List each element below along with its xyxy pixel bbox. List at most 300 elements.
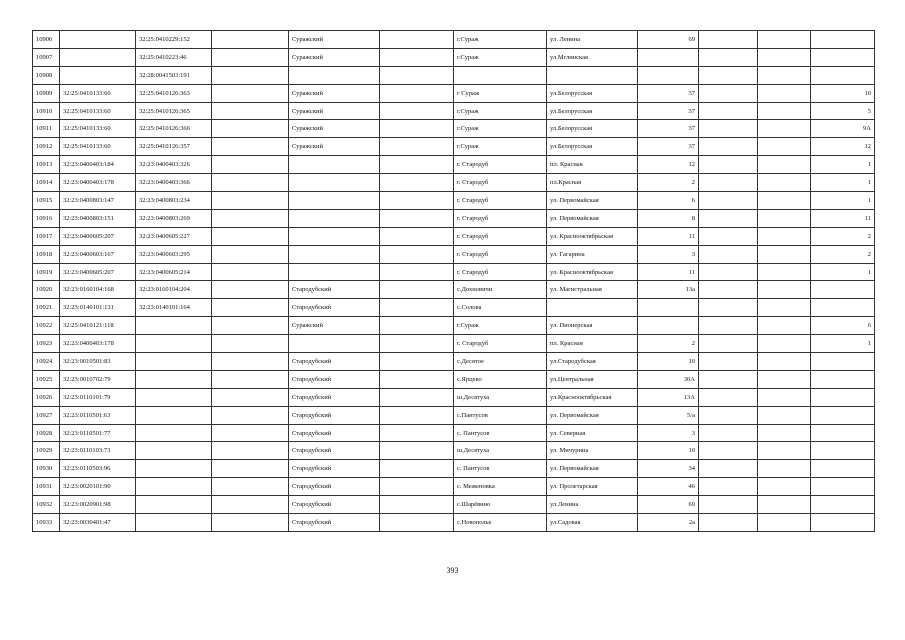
blank-cell-10 [699,353,758,371]
parent-cadastral-number-cell: 32:23:0400803:151 [60,209,136,227]
house-number-cell: 3 [638,424,699,442]
parent-cadastral-number-cell [60,48,136,66]
district-cell: Суражский [289,102,380,120]
blank-cell-4 [212,406,289,424]
blank-cell-6 [380,460,454,478]
settlement-cell: с.Новополье [454,514,547,532]
street-cell [547,299,638,317]
record-number-cell: 10928 [33,424,60,442]
blank-cell-4 [212,120,289,138]
street-cell: ул.Белорусская [547,120,638,138]
record-number-cell: 10909 [33,84,60,102]
blank-cell-11 [758,514,811,532]
cadastral-number-cell [136,478,212,496]
street-cell: ул. Ленина [547,31,638,49]
house-number-cell [638,317,699,335]
blank-cell-4 [212,317,289,335]
record-number-cell: 10931 [33,478,60,496]
blank-cell-4 [212,370,289,388]
blank-cell-4 [212,209,289,227]
parent-cadastral-number-cell: 32:23:0110103:73 [60,442,136,460]
cadastral-number-cell: 32:25:0410126:365 [136,102,212,120]
blank-cell-11 [758,281,811,299]
blank-cell-10 [699,388,758,406]
blank-cell-10 [699,460,758,478]
apartment-number-cell: 6 [811,317,875,335]
district-cell [289,335,380,353]
blank-cell-10 [699,281,758,299]
cadastral-number-cell [136,496,212,514]
house-number-cell: 5/а [638,406,699,424]
street-cell: ул. Первомайская [547,209,638,227]
apartment-number-cell [811,48,875,66]
cadastral-number-cell [136,406,212,424]
blank-cell-10 [699,156,758,174]
apartment-number-cell [811,370,875,388]
blank-cell-11 [758,335,811,353]
table-row [33,370,875,388]
blank-cell-6 [380,370,454,388]
cadastral-number-cell [136,442,212,460]
house-number-cell: 2 [638,174,699,192]
record-number-cell: 10925 [33,370,60,388]
house-number-cell: 69 [638,31,699,49]
district-cell: Суражский [289,48,380,66]
table-row [33,31,875,49]
cadastral-number-cell: 32:25:0410126:363 [136,84,212,102]
apartment-number-cell [811,353,875,371]
blank-cell-11 [758,478,811,496]
apartment-number-cell [811,424,875,442]
blank-cell-11 [758,353,811,371]
apartment-number-cell: 12 [811,138,875,156]
parent-cadastral-number-cell: 32:25:0410133:60 [60,102,136,120]
blank-cell-6 [380,209,454,227]
blank-cell-10 [699,102,758,120]
street-cell: ул.Садовая [547,514,638,532]
blank-cell-11 [758,66,811,84]
parent-cadastral-number-cell: 32:25:0410133:60 [60,120,136,138]
blank-cell-10 [699,120,758,138]
house-number-cell: 34 [638,460,699,478]
cadastral-number-cell [136,335,212,353]
parent-cadastral-number-cell: 32:25:0410121:118 [60,317,136,335]
apartment-number-cell [811,406,875,424]
table-row [33,299,875,317]
cadastral-number-cell [136,317,212,335]
table-row [33,388,875,406]
street-cell: ул. Гагарина [547,245,638,263]
blank-cell-6 [380,317,454,335]
settlement-cell: с. Пантусов [454,424,547,442]
apartment-number-cell [811,478,875,496]
district-cell: Стародубский [289,460,380,478]
record-number-cell: 10933 [33,514,60,532]
blank-cell-4 [212,478,289,496]
street-cell: ул. Пролетарская [547,478,638,496]
record-number-cell: 10920 [33,281,60,299]
blank-cell-11 [758,156,811,174]
blank-cell-6 [380,138,454,156]
cadastral-number-cell: 32:25:0410126:366 [136,120,212,138]
blank-cell-6 [380,227,454,245]
house-number-cell: 37 [638,84,699,102]
district-cell [289,174,380,192]
district-cell: Стародубский [289,406,380,424]
street-cell: пл. Красная [547,156,638,174]
blank-cell-4 [212,424,289,442]
apartment-number-cell: 5 [811,102,875,120]
blank-cell-6 [380,66,454,84]
blank-cell-6 [380,496,454,514]
parent-cadastral-number-cell: 32:23:0400403:184 [60,156,136,174]
settlement-cell: г.Сураж [454,317,547,335]
street-cell: пл. Красная [547,335,638,353]
cadastral-number-cell: 32:25:0410229:152 [136,31,212,49]
house-number-cell: 10 [638,353,699,371]
parent-cadastral-number-cell: 32:23:0400403:178 [60,335,136,353]
settlement-cell: г.Сураж [454,120,547,138]
parent-cadastral-number-cell: 32:25:0410133:60 [60,138,136,156]
settlement-cell: с.Десятое [454,353,547,371]
record-number-cell: 10923 [33,335,60,353]
apartment-number-cell [811,496,875,514]
blank-cell-6 [380,174,454,192]
house-number-cell: 2а [638,514,699,532]
blank-cell-6 [380,388,454,406]
street-cell: ул. Магистральная [547,281,638,299]
blank-cell-10 [699,299,758,317]
blank-cell-11 [758,317,811,335]
street-cell: ул.Краснооктябрьская [547,388,638,406]
settlement-cell: с. Пантусов [454,460,547,478]
blank-cell-4 [212,245,289,263]
house-number-cell: 3 [638,245,699,263]
table-row [33,478,875,496]
parent-cadastral-number-cell: 32:23:0140101:131 [60,299,136,317]
settlement-cell: с. Меженовка [454,478,547,496]
house-number-cell: 46 [638,478,699,496]
blank-cell-11 [758,406,811,424]
blank-cell-4 [212,281,289,299]
apartment-number-cell: 1 [811,192,875,210]
settlement-cell: г. Стародуб [454,156,547,174]
record-number-cell: 10918 [33,245,60,263]
blank-cell-4 [212,66,289,84]
parent-cadastral-number-cell: 32:23:0400803:147 [60,192,136,210]
table-row [33,174,875,192]
blank-cell-6 [380,299,454,317]
apartment-number-cell [811,299,875,317]
street-cell: ул. Первомайская [547,406,638,424]
apartment-number-cell: 9А [811,120,875,138]
parent-cadastral-number-cell: 32:23:0030401:47 [60,514,136,532]
street-cell: ул.Стародубская [547,353,638,371]
table-row [33,227,875,245]
blank-cell-10 [699,335,758,353]
table-row [33,317,875,335]
table-row [33,353,875,371]
blank-cell-6 [380,442,454,460]
blank-cell-6 [380,335,454,353]
parent-cadastral-number-cell: 32:23:0400605:207 [60,263,136,281]
blank-cell-11 [758,31,811,49]
table-row [33,406,875,424]
house-number-cell: 30А [638,370,699,388]
record-number-cell: 10932 [33,496,60,514]
blank-cell-4 [212,335,289,353]
cadastral-number-cell: 32:23:0400803:234 [136,192,212,210]
settlement-cell: г.Сураж [454,138,547,156]
parent-cadastral-number-cell: 32:23:0400403:178 [60,174,136,192]
blank-cell-6 [380,406,454,424]
parent-cadastral-number-cell: 32:25:0410133:60 [60,84,136,102]
record-number-cell: 10924 [33,353,60,371]
apartment-number-cell [811,442,875,460]
blank-cell-6 [380,120,454,138]
house-number-cell: 37 [638,120,699,138]
settlement-cell: ш.Десятуха [454,442,547,460]
settlement-cell: с.Ярцево [454,370,547,388]
blank-cell-6 [380,424,454,442]
district-cell [289,209,380,227]
record-number-cell: 10919 [33,263,60,281]
blank-cell-10 [699,138,758,156]
blank-cell-4 [212,138,289,156]
table-row [33,281,875,299]
blank-cell-11 [758,460,811,478]
blank-cell-4 [212,496,289,514]
cadastral-number-cell [136,424,212,442]
street-cell: ул. Мичурина [547,442,638,460]
settlement-cell: г.Сураж [454,48,547,66]
house-number-cell [638,66,699,84]
street-cell: ул.Центральная [547,370,638,388]
house-number-cell: 13а [638,281,699,299]
blank-cell-11 [758,442,811,460]
street-cell: ул. Краснооктябрьская [547,227,638,245]
parent-cadastral-number-cell: 32:23:0110503:96 [60,460,136,478]
blank-cell-10 [699,496,758,514]
blank-cell-6 [380,156,454,174]
cadastral-number-cell: 32:23:0400603:295 [136,245,212,263]
settlement-cell: г Сураж [454,84,547,102]
blank-cell-11 [758,174,811,192]
settlement-cell [454,66,547,84]
district-cell: Стародубский [289,370,380,388]
settlement-cell: г. Стародуб [454,335,547,353]
record-number-cell: 10915 [33,192,60,210]
apartment-number-cell: 1 [811,156,875,174]
street-cell: пл.Красная [547,174,638,192]
cadastral-number-cell: 32:25:0410223:46 [136,48,212,66]
blank-cell-6 [380,478,454,496]
district-cell: Стародубский [289,353,380,371]
settlement-cell: с.Дохновичи [454,281,547,299]
apartment-number-cell: 2 [811,227,875,245]
blank-cell-4 [212,156,289,174]
table-row [33,66,875,84]
blank-cell-10 [699,66,758,84]
blank-cell-10 [699,48,758,66]
blank-cell-6 [380,48,454,66]
blank-cell-10 [699,263,758,281]
table-row [33,263,875,281]
blank-cell-10 [699,31,758,49]
blank-cell-11 [758,209,811,227]
district-cell [289,156,380,174]
cadastral-number-cell [136,514,212,532]
blank-cell-10 [699,192,758,210]
cadastral-number-cell [136,353,212,371]
cadastral-number-cell: 32:25:0410126:357 [136,138,212,156]
settlement-cell: г. Стародуб [454,174,547,192]
record-number-cell: 10921 [33,299,60,317]
blank-cell-11 [758,370,811,388]
apartment-number-cell [811,388,875,406]
apartment-number-cell: 1 [811,174,875,192]
district-cell [289,245,380,263]
settlement-cell: г.Сураж [454,102,547,120]
apartment-number-cell [811,514,875,532]
apartment-number-cell: 1 [811,263,875,281]
parent-cadastral-number-cell [60,31,136,49]
street-cell: ул.Белорусская [547,84,638,102]
street-cell: ул. Первомайская [547,192,638,210]
table-row [33,156,875,174]
district-cell: Стародубский [289,281,380,299]
settlement-cell: с.Солова [454,299,547,317]
parent-cadastral-number-cell: 32:23:0400605:207 [60,227,136,245]
blank-cell-10 [699,370,758,388]
cadastral-number-cell [136,460,212,478]
district-cell: Стародубский [289,388,380,406]
blank-cell-4 [212,31,289,49]
cadastral-number-cell: 32:23:0140101:164 [136,299,212,317]
settlement-cell: г. Стародуб [454,227,547,245]
district-cell: Стародубский [289,442,380,460]
blank-cell-6 [380,514,454,532]
blank-cell-6 [380,102,454,120]
district-cell [289,66,380,84]
blank-cell-4 [212,227,289,245]
blank-cell-6 [380,31,454,49]
record-number-cell: 10908 [33,66,60,84]
record-number-cell: 10930 [33,460,60,478]
parent-cadastral-number-cell: 32:23:0010501:83 [60,353,136,371]
cadastral-number-cell: 32:23:0400403:326 [136,156,212,174]
blank-cell-10 [699,442,758,460]
district-cell: Суражский [289,31,380,49]
district-cell [289,192,380,210]
blank-cell-4 [212,48,289,66]
blank-cell-11 [758,496,811,514]
table-row [33,192,875,210]
page-number: 393 [446,566,459,575]
district-cell [289,227,380,245]
registry-body [33,31,875,532]
table-row [33,424,875,442]
parent-cadastral-number-cell: 32:23:0110501:77 [60,424,136,442]
blank-cell-4 [212,514,289,532]
house-number-cell: 10 [638,442,699,460]
blank-cell-11 [758,388,811,406]
record-number-cell: 10917 [33,227,60,245]
apartment-number-cell: 1 [811,335,875,353]
house-number-cell: 37 [638,138,699,156]
blank-cell-4 [212,102,289,120]
blank-cell-11 [758,245,811,263]
blank-cell-4 [212,353,289,371]
blank-cell-11 [758,48,811,66]
registry-table [32,30,875,532]
table-row [33,48,875,66]
parent-cadastral-number-cell [60,66,136,84]
district-cell: Стародубский [289,424,380,442]
district-cell: Суражский [289,84,380,102]
parent-cadastral-number-cell: 32:23:0110101:79 [60,388,136,406]
street-cell: ул. Пионерская [547,317,638,335]
blank-cell-6 [380,281,454,299]
street-cell: ул. Первомайская [547,460,638,478]
blank-cell-10 [699,317,758,335]
house-number-cell: 13А [638,388,699,406]
blank-cell-4 [212,174,289,192]
settlement-cell: г. Стародуб [454,245,547,263]
street-cell [547,66,638,84]
apartment-number-cell: 11 [811,209,875,227]
table-row [33,120,875,138]
cadastral-number-cell [136,370,212,388]
settlement-cell: ш.Десятуха [454,388,547,406]
apartment-number-cell [811,66,875,84]
blank-cell-11 [758,263,811,281]
table-row [33,335,875,353]
record-number-cell: 10907 [33,48,60,66]
cadastral-number-cell: 32:23:0400605:227 [136,227,212,245]
blank-cell-4 [212,388,289,406]
district-cell: Стародубский [289,478,380,496]
record-number-cell: 10922 [33,317,60,335]
apartment-number-cell: 10 [811,84,875,102]
settlement-cell: г. Стародуб [454,192,547,210]
table-row [33,460,875,478]
table-row [33,84,875,102]
blank-cell-11 [758,299,811,317]
record-number-cell: 10916 [33,209,60,227]
street-cell: ул.Белорусская [547,138,638,156]
street-cell: ул. Краснооктябрьская [547,263,638,281]
blank-cell-4 [212,299,289,317]
blank-cell-11 [758,227,811,245]
blank-cell-11 [758,138,811,156]
record-number-cell: 10914 [33,174,60,192]
apartment-number-cell [811,281,875,299]
blank-cell-11 [758,192,811,210]
record-number-cell: 10910 [33,102,60,120]
parent-cadastral-number-cell: 32:23:0020101:90 [60,478,136,496]
blank-cell-10 [699,406,758,424]
district-cell: Стародубский [289,514,380,532]
district-cell: Суражский [289,138,380,156]
settlement-cell: г.Сураж [454,31,547,49]
house-number-cell: 11 [638,263,699,281]
table-row [33,514,875,532]
district-cell [289,263,380,281]
settlement-cell: с.Шарёвино [454,496,547,514]
record-number-cell: 10911 [33,120,60,138]
table-row [33,245,875,263]
